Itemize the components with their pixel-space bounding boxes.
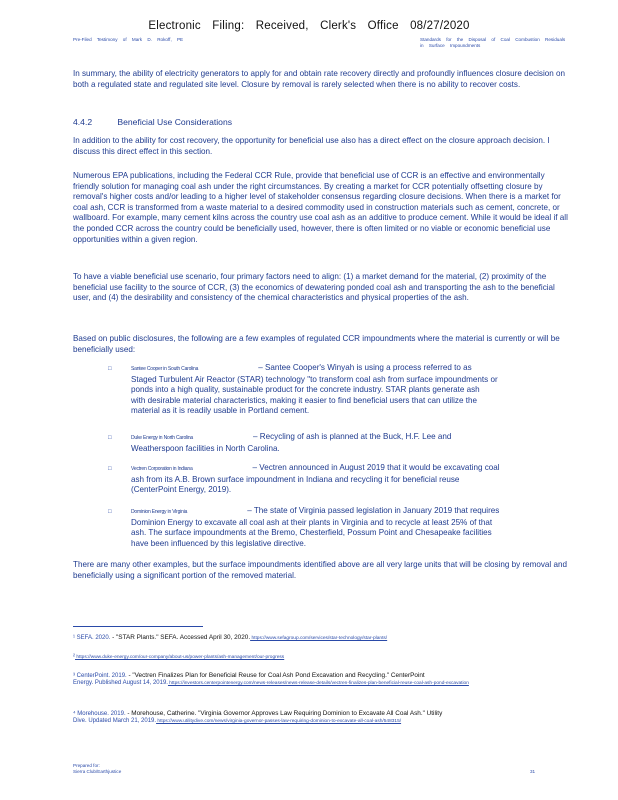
section-heading xyxy=(73,117,232,127)
bullet-source-label: Dominion Energy in Virginia xyxy=(131,509,188,515)
footnote-4: ⁴ Morehouse. 2019. - Morehouse, Catherine. "Virginia Governor Approves Law Requiring Dominion to Excavate All Coal Ash." Utility Dive. Updated March 21, 2019. https://www.utilitydive.com/news/virginia-governor-passes-law-requiring-dominion-to-excavate-all-coal-ash/548315/ xyxy=(73,710,443,725)
factors-paragraph: To have a viable beneficial use scenario, four primary factors need to align: (1) a market demand for the material, (2) proximity of the beneficial use facility to the source of CCR, (3) the economics of dewatering ponded coal ash and transporting the ash to the beneficial user, and (4) the desirability and consistency of the chemical characteristics and physical properties of the ash. xyxy=(73,272,555,303)
bullet-marker: □ xyxy=(108,435,112,441)
closing-paragraph: There are many other examples, but the surface impoundments identified above are all very large units that will be closing by removal and beneficially using a significant portion of the removed material. xyxy=(73,560,567,580)
filing-header: Electronic Filing: Received, Clerk's Office 08/27/2020 xyxy=(148,20,470,32)
examples-intro-paragraph: Based on public disclosures, the following are a few examples of regulated CCR impoundments where the material is currently or will be beneficially used: xyxy=(73,334,560,354)
summary-paragraph: In summary, the ability of electricity generators to apply for and obtain rate recovery directly and profoundly influences closure decision on both a regulated state and regulated site level. Closure by removal is rarely selected when there is no ability to recover costs. xyxy=(73,69,566,89)
footnote-link[interactable]: https://www.utilitydive.com/news/virginia-governor-passes-law-requiring-dominion-to-excavate-all-coal-ash/548315/ xyxy=(156,719,402,725)
footnote-link[interactable]: https://www.duke-energy.com/our-company/about-us/power-plants/ash-management/our-progress xyxy=(75,655,285,660)
footnote-link[interactable]: https://www.sefagroup.com/services/star-technology/star-plants/ xyxy=(250,636,388,641)
client-name: Sierra Club/Earthjustice xyxy=(73,769,122,774)
bullet-vectren: Vectren Corporation in Indiana – Vectren announced in August 2019 that it would be excavating coal ash from its A.B. Brown surface impoundment in Indiana and recycling it for beneficial reuse (CenterPoint Energy, 2019). xyxy=(131,463,500,495)
footnote-1: ¹ SEFA. 2020. - "STAR Plants." SEFA. Accessed April 30, 2020. https://www.sefagroup.com/services/star-technology/star-plants/ xyxy=(73,634,388,641)
bullet-santee-cooper: Santee Cooper in South Carolina – Santee Cooper's Winyah is using a process referred to as Staged Turbulent Air Reactor (STAR) technology "to transform coal ash from surface impoundments or ponds into a high quality, sustainable product for the concrete industry. STAR plants generate ash with desirable material characteristics, making it easier to find beneficial users that can utilize the material as it is readily usable in Portland cement. xyxy=(131,363,498,416)
bullet-source-label: Vectren Corporation in Indiana xyxy=(131,466,193,472)
bullet-marker: □ xyxy=(108,466,112,472)
section-title: Beneficial Use Considerations xyxy=(117,117,233,127)
section-number: 4.4.2 xyxy=(73,117,93,127)
bullet-source-label: Santee Cooper in South Carolina xyxy=(131,366,199,372)
bullet-marker: □ xyxy=(108,509,112,515)
prepared-for-label: Prepared for: xyxy=(73,763,100,768)
intro-paragraph: In addition to the ability for cost recovery, the opportunity for beneficial use also has a direct effect on the closure approach decision. I discuss this direct effect in this section. xyxy=(73,136,550,156)
page-number: 31 xyxy=(530,769,536,774)
epa-paragraph: Numerous EPA publications, including the Federal CCR Rule, provide that beneficial use of CCR is an effective and environmentally friendly solution for managing coal ash under the right circumstances. By creating a market for CCR potentially offsetting closure by removal's higher costs and/or leading to a higher level of stakeholder consensus regarding closure decisions. When there is a market for coal ash, CCR is transformed from a waste material to a desired commodity used in construction materials such as cement, concrete, or wallboard. For example, many cement kilns across the country use coal ash as an additive to produce cement. While it would be ideal if all the ponded CCR across the country could be beneficially used, however, there is often limited or no viable or economic beneficial use opportunities within a given region. xyxy=(73,171,568,244)
footnote-divider xyxy=(73,626,203,627)
bullet-duke-energy: Duke Energy in North Carolina – Recycling of ash is planned at the Buck, H.F. Lee and Weatherspoon facilities in North Carolina. xyxy=(131,432,452,453)
testimony-subtitle: Pre-Filed Testimony of Mark D. Rokoff, PE xyxy=(73,37,184,42)
bullet-marker: □ xyxy=(108,366,112,372)
bullet-source-label: Duke Energy in North Carolina xyxy=(131,435,194,441)
footnote-link[interactable]: https://investors.centerpointenergy.com/news-releases/news-release-details/vectren-finalizes-plan-beneficial-reuse-coal-ash-pond-excavation xyxy=(167,681,469,687)
footnote-2: ² https://www.duke-energy.com/our-company/about-us/power-plants/ash-management/our-progress xyxy=(73,654,285,660)
footnote-3: ³ CenterPoint. 2019. - "Vectren Finalizes Plan for Beneficial Reuse for Coal Ash Pond Excavation and Recycling." CenterPoint Energy. Published August 14, 2019. https://investors.centerpointenergy.com/news-releases/news-release-details/vectren-finalizes-plan-beneficial-reuse-coal-ash-pond-excavation xyxy=(73,672,469,687)
prepared-for-block xyxy=(73,763,121,775)
standards-subtitle: Standards for the Disposal of Coal Combustion Residuals in Surface Impoundments xyxy=(420,37,566,48)
bullet-dominion: Dominion Energy in Virginia – The state of Virginia passed legislation in January 2019 that requires Dominion Energy to excavate all coal ash at their plants in Virginia and to recycle at least 25% of that ash. The surface impoundments at the Bremo, Chesterfield, Possum Point and Chesapeake facilities have been influenced by this legislative directive. xyxy=(131,506,500,548)
